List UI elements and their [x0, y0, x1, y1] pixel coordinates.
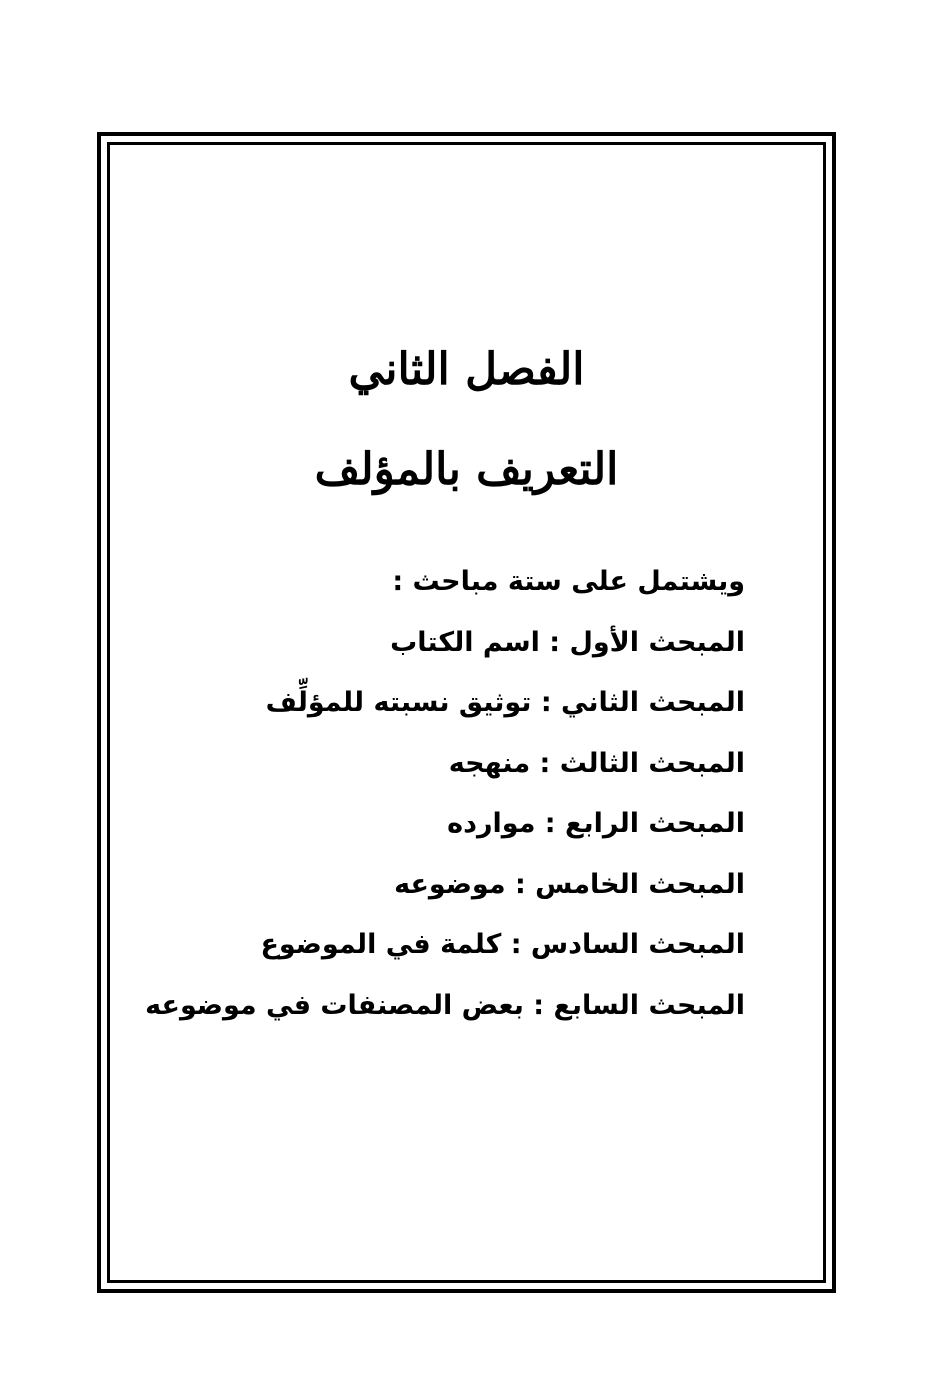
chapter-subtitle: التعريف بالمؤلف: [314, 444, 619, 495]
section-item-5: المبحث الخامس : موضوعه: [394, 868, 745, 900]
section-item-1: المبحث الأول : اسم الكتاب: [390, 626, 745, 658]
section-intro: ويشتمل على ستة مباحث :: [392, 566, 745, 597]
section-item-7: المبحث السابع : بعض المصنفات في موضوعه: [145, 989, 745, 1021]
section-item-4: المبحث الرابع : موارده: [447, 808, 745, 839]
section-item-2: المبحث الثاني : توثيق نسبته للمؤلِّف: [265, 687, 745, 718]
chapter-heading: [107, 330, 826, 510]
section-item-3: المبحث الثالث : منهجه: [448, 747, 745, 779]
section-list: [145, 552, 745, 1036]
section-item-6: المبحث السادس : كلمة في الموضوع: [260, 929, 745, 960]
chapter-title: الفصل الثاني: [348, 344, 585, 395]
